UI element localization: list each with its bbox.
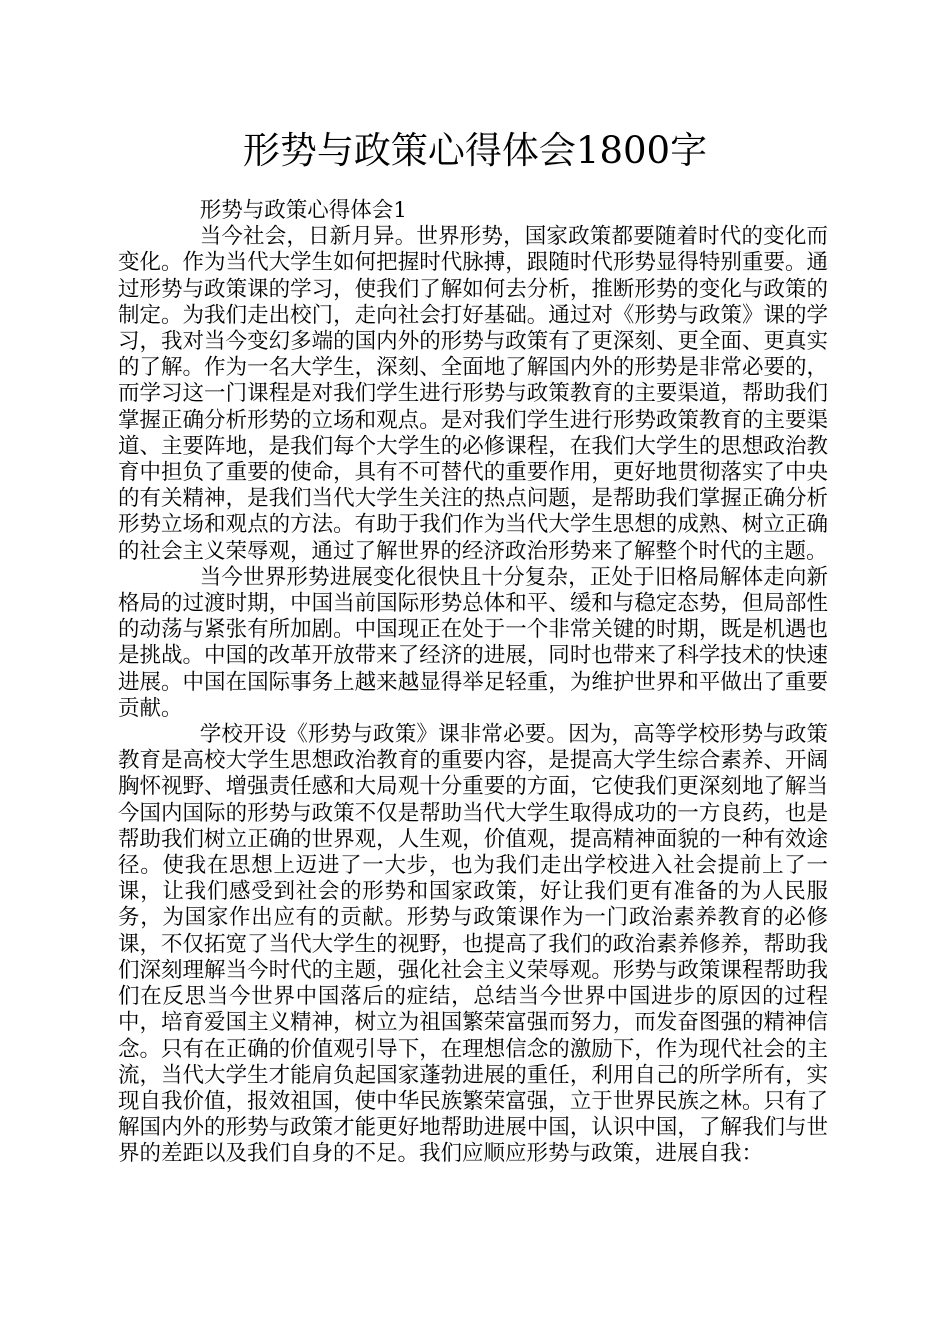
body-paragraph: 当今世界形势进展变化很快且十分复杂，正处于旧格局解体走向新格局的过渡时期，中国当前国际形势总体和平、缓和与稳定态势，但局部性的动荡与紧张有所加剧。中国现正在处于一个非常关键的时期，既是机遇也是挑战。中国的改革开放带来了经济的进展，同时也带来了科学技术的快速进展。中国在国际事务上越来越显得举足轻重，为维护世界和平做出了重要贡献。 (118, 564, 828, 721)
document-body (118, 198, 828, 1168)
body-paragraph: 当今社会，日新月异。世界形势，国家政策都要随着时代的变化而变化。作为当代大学生如何把握时代脉搏，跟随时代形势显得特别重要。通过形势与政策课的学习，使我们了解如何去分析，推断形势的变化与政策的制定。为我们走出校门，走向社会打好基础。通过对《形势与政策》课的学习，我对当今变幻多端的国内外的形势与政策有了更深刻、更全面、更真实的了解。作为一名大学生，深刻、全面地了解国内外的形势是非常必要的，而学习这一门课程是对我们学生进行形势与政策教育的主要渠道，帮助我们掌握正确分析形势的立场和观点。是对我们学生进行形势政策教育的主要渠道、主要阵地，是我们每个大学生的必修课程，在我们大学生的思想政治教育中担负了重要的使命，具有不可替代的重要作用，更好地贯彻落实了中央的有关精神，是我们当代大学生关注的热点问题，是帮助我们掌握正确分析形势立场和观点的方法。有助于我们作为当代大学生思想的成熟、树立正确的社会主义荣辱观，通过了解世界的经济政治形势来了解整个时代的主题。 (118, 224, 828, 564)
document-title: 形势与政策心得体会1800字 (242, 129, 708, 172)
body-paragraph: 学校开设《形势与政策》课非常必要。因为，高等学校形势与政策教育是高校大学生思想政治教育的重要内容，是提高大学生综合素养、开阔胸怀视野、增强责任感和大局观十分重要的方面，它使我们更深刻地了解当今国内国际的形势与政策不仅是帮助当代大学生取得成功的一方良药，也是帮助我们树立正确的世界观，人生观，价值观，提高精神面貌的一种有效途径。使我在思想上迈进了一大步，也为我们走出学校进入社会提前上了一课，让我们感受到社会的形势和国家政策，好让我们更有准备的为人民服务，为国家作出应有的贡献。形势与政策课作为一门政治素养教育的必修课，不仅拓宽了当代大学生的视野，也提高了我们的政治素养修养，帮助我们深刻理解当今时代的主题，强化社会主义荣辱观。形势与政策课程帮助我们在反思当今世界中国落后的症结，总结当今世界中国进步的原因的过程中，培育爱国主义精神，树立为祖国繁荣富强而努力，而发奋图强的精神信念。只有在正确的价值观引导下，在理想信念的激励下，作为现代社会的主流，当代大学生才能肩负起国家蓬勃进展的重任，利用自己的所学所有，实现自我价值，报效祖国，使中华民族繁荣富强，立于世界民族之林。只有了解国内外的形势与政策才能更好地帮助进展中国，认识中国，了解我们与世界的差距以及我们自身的不足。我们应顺应形势与政策，进展自我： (118, 722, 828, 1167)
section-heading: 形势与政策心得体会1 (199, 198, 407, 223)
